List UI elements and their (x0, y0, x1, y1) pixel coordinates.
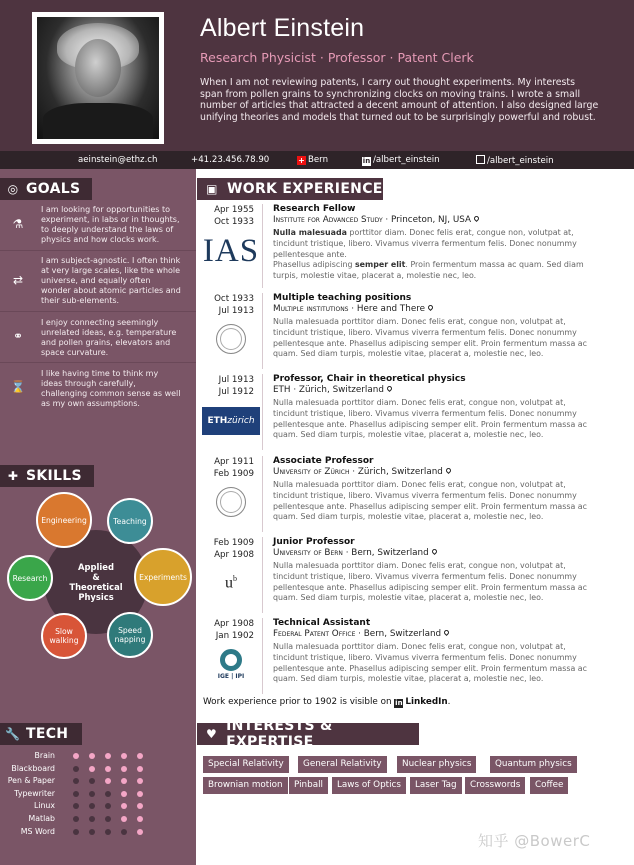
org-name: ETH (273, 385, 291, 395)
org-logo (202, 485, 260, 519)
goals-heading-label: GOALS (26, 181, 81, 197)
level-dot (105, 816, 111, 822)
level-dot (137, 791, 143, 797)
org-place: · Here and There (348, 304, 426, 314)
map-pin-icon (386, 385, 393, 392)
level-dot (89, 753, 95, 759)
level-dot (137, 766, 143, 772)
tech-row (0, 750, 196, 762)
level-dot (121, 766, 127, 772)
wrench-icon: 🔧 (5, 727, 21, 741)
tech-row (0, 826, 196, 838)
ias-logo: IAS (202, 232, 260, 269)
goal-text: I am looking for opportunities to experiment, in labs or in thoughts, to deeply understand the laws of physics and how clocks work. (41, 205, 180, 244)
tech-row (0, 813, 196, 825)
interest-tag: Crosswords (465, 777, 525, 794)
level-dot (137, 778, 143, 784)
level-dot (137, 816, 143, 822)
job-description: Nulla malesuada porttitor diam. Donec felis erat, congue non, volutpat at, tincidunt tristique, libero. Vivamus viverra fermentum felis. Donec nonummy pellentesque ante. Phasellus adipiscing semper elit. Proin fermentum massa ac quam. Sed diam turpis, molestie vitae, placerat a, molestie nec, leo. (273, 561, 587, 603)
level-dot (73, 766, 79, 772)
tech-heading (0, 723, 82, 745)
tech-label: Pen & Paper (7, 776, 55, 786)
divider (0, 362, 196, 363)
level-dot (137, 803, 143, 809)
job-description: Nulla malesuada porttitor diam. Donec felis erat, congue non, volutpat at, tincidunt tristique, libero. Vivamus viverra fermentum felis. Donec nonummy pellentesque ante. Phasellus adipiscing semper elit. Proin fermentum massa ac quam. Sed diam turpis, molestie vitae, placerat a, molestie nec, leo. (273, 642, 587, 684)
level-dot (105, 791, 111, 797)
job-title: Associate Professor (273, 456, 374, 466)
interest-tag: Quantum physics (490, 756, 577, 773)
job-entry (196, 537, 634, 617)
level-dot (89, 829, 95, 835)
profile-photo (32, 12, 164, 144)
exchange-icon: ⇄ (12, 273, 24, 287)
tech-row (0, 800, 196, 812)
level-dot (105, 766, 111, 772)
level-dot (73, 829, 79, 835)
org-place: · Zürich, Switzerland (290, 385, 384, 395)
job-title: Professor, Chair in theoretical physics (273, 374, 466, 384)
job-description (273, 228, 603, 282)
org-name: University of Zürich (273, 467, 350, 477)
linkedin-icon: in (362, 157, 371, 165)
job-org (273, 215, 479, 225)
level-dot (105, 753, 111, 759)
divider (0, 250, 196, 251)
tech-label: Matlab (28, 814, 55, 823)
target-icon: ◎ (7, 182, 19, 196)
skill-bubble: Teaching (107, 498, 153, 544)
job-title: Junior Professor (273, 537, 355, 547)
university-seal-icon (216, 487, 246, 517)
map-pin-icon (445, 467, 452, 474)
skill-bubble: Research (7, 555, 53, 601)
linkedin-link[interactable]: LinkedIn (405, 697, 448, 707)
skills-center-line: Theoretical (69, 582, 123, 592)
email-link[interactable]: aeinstein@ethz.ch (78, 155, 158, 165)
job-title: Multiple teaching positions (273, 293, 412, 303)
location-text: Bern (308, 155, 329, 165)
job-title: Research Fellow (273, 204, 356, 214)
level-dot (121, 816, 127, 822)
hourglass-icon: ⌛ (10, 380, 26, 394)
job-description: Nulla malesuada porttitor diam. Donec felis erat, congue non, volutpat at, tincidunt tristique, libero. Vivamus viverra fermentum felis. Donec nonummy pellentesque ante. Phasellus adipiscing semper elit. Proin fermentum massa ac quam. Sed diam turpis, molestie vitae, placerat a, molestie nec, leo. (273, 317, 587, 359)
job-date-to: Jan 1902 (215, 631, 254, 641)
swiss-flag-icon: + (298, 156, 305, 165)
tech-heading-label: TECH (26, 726, 69, 742)
job-date-to: Jul 1913 (218, 306, 254, 316)
summary-text: When I am not reviewing patents, I carry out thought experiments. My interests span from pollen grains to synchronizing clocks on moving trains. I wrote a small number of articles that attracted a decent amount of attention. I also designed large unifying theories and models that turned out to be surprisingly powerful and robust. (200, 77, 599, 123)
job-org (273, 467, 451, 477)
interest-tag: General Relativity (298, 756, 387, 773)
map-pin-icon (473, 215, 480, 222)
job-org (273, 548, 437, 558)
org-name: Federal Patent Office (273, 629, 356, 639)
tech-row (0, 788, 196, 800)
job-entry (196, 618, 634, 698)
org-logo (202, 322, 260, 356)
skill-bubble: Slow walking (41, 613, 87, 659)
org-name: University of Bern (273, 548, 343, 558)
org-place: · Bern, Switzerland (355, 629, 442, 639)
org-logo (202, 566, 260, 600)
org-name: Institute for Advanced Study (273, 215, 383, 225)
level-dot (89, 778, 95, 784)
job-entry (196, 204, 634, 284)
skills-center-line: & (92, 572, 100, 582)
job-org (273, 304, 433, 314)
linkedin-item[interactable] (362, 155, 440, 166)
level-dot (89, 791, 95, 797)
org-place: · Princeton, NJ, USA (382, 215, 472, 225)
skills-center-line: Physics (78, 592, 114, 602)
level-dot (105, 829, 111, 835)
level-dot (73, 753, 79, 759)
desc-bold: semper elit (354, 260, 406, 270)
level-dot (137, 829, 143, 835)
link-icon: ⚭ (12, 329, 24, 343)
university-seal-icon (216, 324, 246, 354)
org-logo (202, 404, 260, 438)
level-dot (105, 803, 111, 809)
work-heading-label: WORK EXPERIENCE (227, 181, 383, 197)
other-handle: /albert_einstein (487, 156, 554, 166)
tech-label: MS Word (20, 826, 55, 836)
contact-bar (0, 151, 634, 169)
tech-row (0, 763, 196, 775)
patent-office-logo: IGE | IPI (218, 649, 245, 680)
skill-bubble: Speed napping (107, 612, 153, 658)
eth-logo: ETHzürich (202, 407, 259, 435)
org-logo (202, 234, 260, 268)
tech-row (0, 775, 196, 787)
tech-label: Blackboard (11, 763, 55, 773)
interest-tag: Laws of Optics (332, 777, 406, 794)
person-title: Research Physicist · Professor · Patent Clerk (200, 50, 474, 65)
goal-text: I enjoy connecting seemingly unrelated ideas, e.g. temperature and pollen grains, elevators and space curvature. (41, 318, 177, 357)
desc-text: Phasellus adipiscing (273, 260, 355, 270)
map-pin-icon (431, 548, 438, 555)
interest-tag: Nuclear physics (397, 756, 476, 773)
level-dot (89, 803, 95, 809)
desc-text: porttitor diam. Donec felis erat, congue non, volutpat at, tincidunt tristique, libero. Vivamus viverra fermentum felis. Donec nonummy pellentesque ante. (273, 228, 577, 259)
briefcase-icon: ▣ (206, 182, 218, 196)
level-dot (121, 753, 127, 759)
job-entry (196, 374, 634, 454)
desc-bold: Nulla malesuada (273, 228, 347, 237)
org-logo (202, 647, 260, 681)
work-note-text: Work experience prior to 1902 is visible on (203, 697, 395, 707)
org-name: Multiple institutions (273, 304, 349, 314)
interest-tag: Coffee (530, 777, 568, 794)
timeline-line (262, 204, 263, 288)
job-date-from: Feb 1909 (213, 538, 254, 548)
level-dot (137, 753, 143, 759)
timeline-line (262, 293, 263, 369)
watermark: 知乎 @BowerC (478, 832, 591, 850)
work-heading (197, 178, 383, 200)
puzzle-icon: ✚ (7, 469, 19, 483)
other-profile-item[interactable] (476, 155, 554, 166)
skills-heading (0, 465, 94, 487)
job-date-to: Oct 1933 (214, 217, 254, 227)
interest-tag: Special Relativity (203, 756, 289, 773)
job-org (273, 385, 392, 395)
level-dot (73, 816, 79, 822)
tech-label: Brain (34, 751, 55, 760)
work-note (203, 697, 450, 708)
org-place: · Zürich, Switzerland (349, 467, 443, 477)
timeline-line (262, 537, 263, 613)
level-dot (73, 778, 79, 784)
level-dot (73, 791, 79, 797)
level-dot (121, 829, 127, 835)
map-pin-icon (443, 629, 450, 636)
person-name: Albert Einstein (200, 14, 365, 42)
job-title: Technical Assistant (273, 618, 371, 628)
unibern-logo: $u^b$ (225, 573, 237, 592)
skill-bubble: Engineering (36, 492, 92, 548)
level-dot (89, 816, 95, 822)
timeline-line (262, 456, 263, 532)
job-description: Nulla malesuada porttitor diam. Donec felis erat, congue non, volutpat at, tincidunt tristique, libero. Vivamus viverra fermentum felis. Donec nonummy pellentesque ante. Phasellus adipiscing semper elit. Proin fermentum massa ac quam. Sed diam turpis, molestie vitae, placerat a, molestie nec, leo. (273, 398, 587, 440)
job-date-from: Apr 1908 (214, 619, 254, 629)
level-dot (121, 778, 127, 784)
divider (0, 311, 196, 312)
timeline-line (262, 374, 263, 450)
calendar-icon (476, 155, 485, 164)
desc-text: . Proin fermentum massa ac quam. Sed diam turpis, molestie vitae, placerat a, molestie nec, leo. (273, 260, 584, 281)
skills-center-line: Applied (78, 562, 114, 572)
map-pin-icon (427, 304, 434, 311)
skill-bubble: Experiments (134, 548, 192, 606)
phone-text: +41.23.456.78.90 (191, 155, 270, 165)
linkedin-handle: /albert_einstein (373, 155, 440, 165)
skills-heading-label: SKILLS (26, 468, 82, 484)
interest-tag: Laser Tag (410, 777, 462, 794)
job-org (273, 629, 449, 639)
interests-heading-label: INTERESTS & EXPERTISE (226, 718, 333, 750)
interest-tag: Pinball (289, 777, 328, 794)
level-dot (89, 766, 95, 772)
job-date-from: Jul 1913 (218, 375, 254, 385)
goal-text: I am subject-agnostic. I often think at very large scales, like the whole universe, and equally often wonder about atomic particles and their sub-elements. (41, 256, 181, 305)
job-date-to: Apr 1908 (214, 550, 254, 560)
level-dot (73, 803, 79, 809)
job-date-from: Apr 1911 (214, 457, 254, 467)
level-dot (121, 803, 127, 809)
work-note-end: . (447, 697, 451, 707)
job-date-to: Feb 1909 (213, 469, 254, 479)
job-entry (196, 456, 634, 536)
tech-label: Linux (33, 801, 55, 811)
linkedin-icon: in (395, 699, 403, 707)
job-date-from: Oct 1933 (214, 294, 254, 304)
goals-heading (0, 178, 92, 200)
org-place: · Bern, Switzerland (342, 548, 429, 558)
heartbeat-icon: ♥ (206, 727, 218, 741)
job-date-from: Apr 1955 (214, 205, 254, 215)
tech-label: Typewriter (14, 788, 55, 798)
header (0, 0, 634, 151)
interest-tag: Brownian motion (203, 777, 288, 794)
interests-heading (197, 718, 419, 750)
job-entry (196, 293, 634, 373)
location-item (297, 155, 328, 165)
flask-icon: ⚗ (12, 217, 24, 231)
goal-text: I like having time to think my ideas through carefully, challenging common sense as well as my own assumptions. (41, 369, 181, 408)
timeline-line (262, 618, 263, 694)
level-dot (105, 778, 111, 784)
job-date-to: Jul 1912 (218, 387, 254, 397)
level-dot (121, 791, 127, 797)
job-description: Nulla malesuada porttitor diam. Donec felis erat, congue non, volutpat at, tincidunt tristique, libero. Vivamus viverra fermentum felis. Donec nonummy pellentesque ante. Phasellus adipiscing semper elit. Proin fermentum massa ac quam. Sed diam turpis, molestie vitae, placerat a, molestie nec, leo. (273, 480, 587, 522)
